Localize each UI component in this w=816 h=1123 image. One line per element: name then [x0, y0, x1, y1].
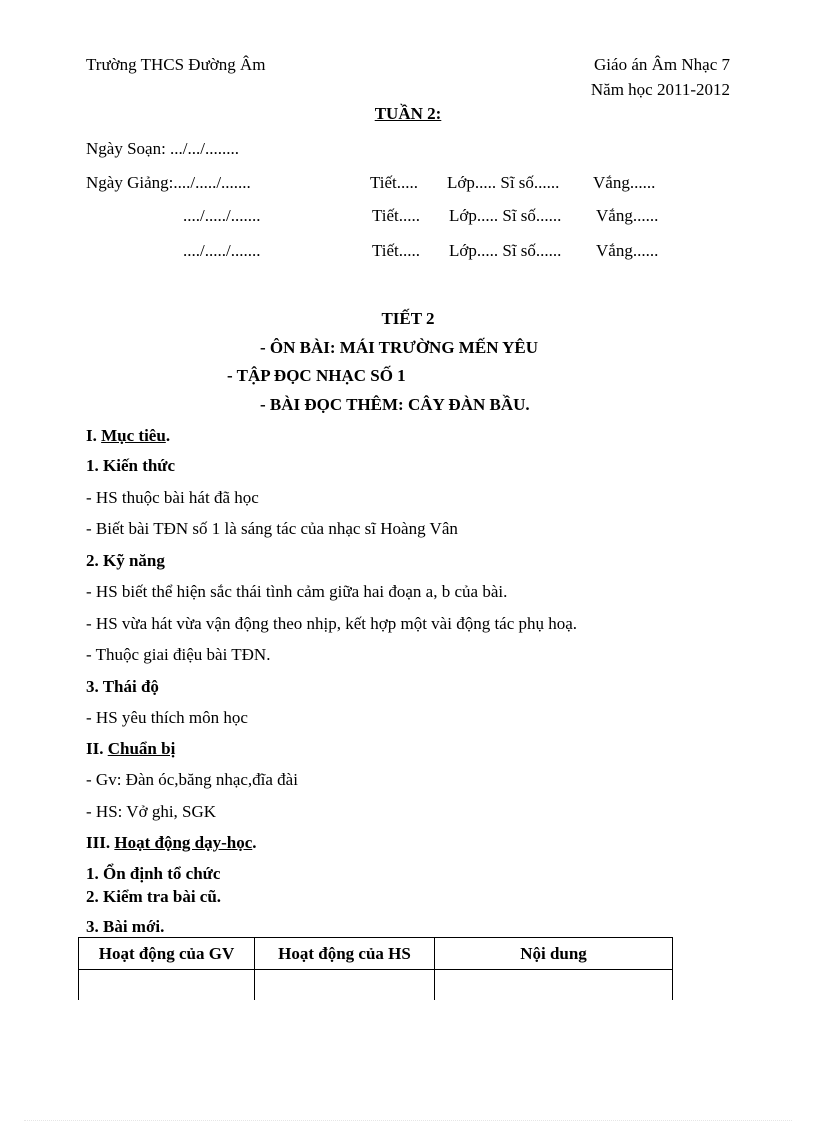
- lesson-line: - TẬP ĐỌC NHẠC SỐ 1: [227, 366, 406, 385]
- section-heading: [86, 739, 175, 759]
- teach-date: Ngày Giảng:..../...../.......: [86, 173, 251, 192]
- period-field: Tiết.....: [372, 206, 421, 225]
- table-cell: [255, 970, 435, 1001]
- list-item: - HS thuộc bài hát đã học: [86, 488, 259, 507]
- class-field: Lớp..... Sĩ số......: [449, 206, 562, 225]
- prep-date: Ngày Soạn: .../.../........: [86, 139, 239, 158]
- table-row: [79, 970, 673, 1001]
- table-header-row: [79, 938, 673, 970]
- class-field: Lớp..... Sĩ số......: [447, 173, 560, 192]
- section-title: Chuẩn bị: [107, 739, 176, 758]
- step-item: 3. Bài mới.: [86, 917, 165, 936]
- list-item: - HS: Vở ghi, SGK: [86, 802, 217, 821]
- list-item: - Biết bài TĐN số 1 là sáng tác của nhạc sĩ Hoàng Vân: [86, 519, 458, 538]
- lesson-line: - ÔN BÀI: MÁI TRƯỜNG MẾN YÊU: [260, 338, 538, 357]
- list-item: - HS yêu thích môn học: [86, 708, 248, 727]
- table-cell: [79, 970, 255, 1001]
- subsection-heading: 1. Kiến thức: [86, 456, 176, 475]
- list-item: - HS vừa hát vừa vận động theo nhịp, kết hợp một vài động tác phụ hoạ.: [86, 614, 578, 633]
- period-field: Tiết.....: [370, 173, 419, 192]
- section-title: Mục tiêu: [101, 426, 166, 445]
- week-title: TUẦN 2:: [374, 104, 442, 123]
- period-field: Tiết.....: [372, 241, 421, 260]
- activity-table: [78, 937, 673, 1000]
- lesson-period: TIẾT 2: [381, 309, 435, 328]
- section-number: I.: [86, 426, 97, 445]
- section-number: III.: [86, 833, 111, 852]
- subsection-heading: 2. Kỹ năng: [86, 551, 165, 570]
- list-item: - Thuộc giai điệu bài TĐN.: [86, 645, 271, 664]
- list-item: - HS biết thể hiện sắc thái tình cảm giữa hai đoạn a, b của bài.: [86, 582, 508, 601]
- step-item: 2. Kiểm tra bài cũ.: [86, 887, 222, 906]
- page-divider: [24, 1120, 792, 1121]
- lesson-line: - BÀI ĐỌC THÊM: CÂY ĐÀN BẦU.: [260, 395, 530, 414]
- section-title: Hoạt động dạy-học: [114, 833, 253, 852]
- section-number: II.: [86, 739, 104, 758]
- column-header: Hoạt động của GV: [79, 938, 255, 970]
- absent-field: Vắng......: [596, 241, 659, 260]
- subject-title: Giáo án Âm Nhạc 7: [594, 55, 730, 74]
- list-item: - Gv: Đàn óc,băng nhạc,đĩa đài: [86, 770, 298, 789]
- column-header: Nội dung: [435, 938, 673, 970]
- teach-date: ..../...../.......: [183, 241, 261, 260]
- school-name: Trường THCS Đường Âm: [86, 55, 266, 74]
- step-item: 1. Ổn định tổ chức: [86, 864, 221, 883]
- section-heading: III. Hoạt động dạy-học.: [86, 833, 257, 852]
- subsection-heading: 3. Thái độ: [86, 677, 159, 696]
- absent-field: Vắng......: [593, 173, 656, 192]
- teach-date: ..../...../.......: [183, 206, 261, 225]
- school-year: Năm học 2011-2012: [590, 80, 730, 99]
- absent-field: Vắng......: [596, 206, 659, 225]
- column-header: Hoạt động của HS: [255, 938, 435, 970]
- class-field: Lớp..... Sĩ số......: [449, 241, 562, 260]
- section-heading: I. Mục tiêu.: [86, 426, 171, 445]
- table-cell: [435, 970, 673, 1001]
